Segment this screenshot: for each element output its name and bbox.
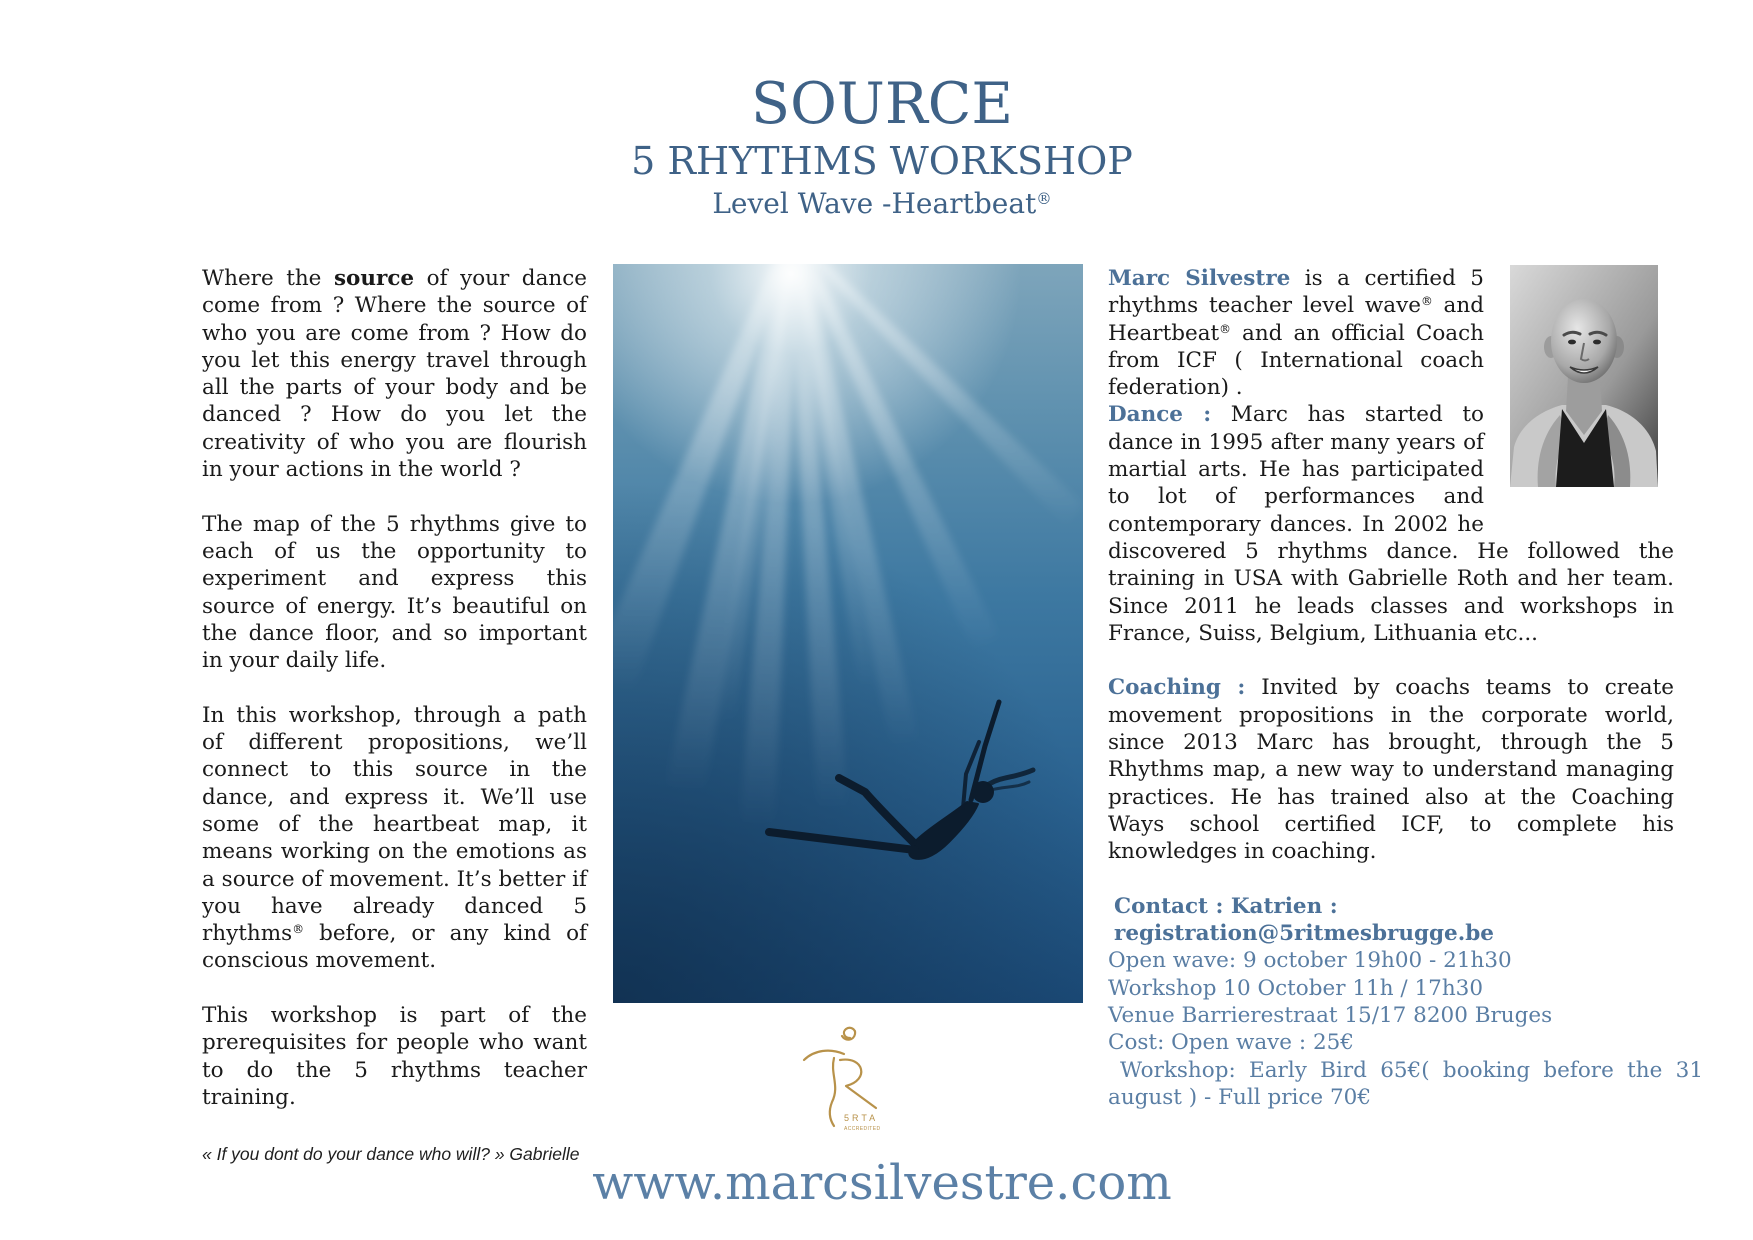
workshop-date: Workshop 10 October 11h / 17h30 [1108, 975, 1484, 1001]
registered-mark: ® [1420, 294, 1433, 309]
workshop-subtitle: 5 RHYTHMS WORKSHOP [631, 139, 1133, 183]
contact-info [1108, 893, 1703, 1111]
level-line [282, 187, 1482, 220]
intro-text-start: Where the [202, 266, 334, 291]
5rta-accredited-logo [800, 1022, 892, 1134]
teacher-portrait [1510, 265, 1658, 487]
surface-glow [613, 264, 1083, 1003]
contact-line [1108, 893, 1703, 948]
coaching-paragraph [1108, 674, 1674, 865]
bio-intro-text-c: and an official Coach from ICF ( International coach federation) . [1108, 320, 1484, 401]
teacher-bio [1108, 265, 1703, 1111]
dance-label: Dance : [1108, 402, 1212, 428]
open-wave-date: Open wave: 9 october 19h00 - 21h30 [1108, 948, 1512, 974]
contact-label: Contact : Katrien : [1114, 893, 1338, 919]
workshop-paragraph [202, 702, 587, 975]
logo-caption-text: ACCREDITED [844, 1126, 881, 1132]
right-eye [1593, 340, 1601, 345]
venue: Venue Barrierestraat 15/17 8200 Bruges [1108, 1003, 1553, 1029]
source-keyword: source [333, 266, 415, 291]
logo-r-stroke [840, 1060, 876, 1108]
logo-spiral [842, 1028, 855, 1040]
registered-mark: ® [1036, 189, 1052, 208]
bio-intro-text-a: is a certified 5 rhythms teacher level wave [1108, 266, 1484, 319]
page-title: SOURCE [751, 71, 1013, 137]
left-eye [1568, 340, 1576, 345]
cost-open-wave: Cost: Open wave : 25€ [1108, 1030, 1354, 1056]
logo-arm-arc [804, 1051, 844, 1060]
coaching-label: Coaching : [1108, 675, 1246, 701]
logo-body-stroke [830, 1058, 835, 1126]
gabrielle-quote: « If you dont do your dance who will? » Gabrielle [202, 1144, 580, 1164]
website-link[interactable]: www.marcsilvestre.com [592, 1155, 1172, 1211]
registered-mark: ® [292, 922, 304, 937]
prerequisite-paragraph: This workshop is part of the prerequisites for people who want to do the 5 rhythms teacher training. [202, 1003, 587, 1110]
logo-mark-text: 5RTA [844, 1113, 879, 1123]
contact-email-link[interactable]: registration@5ritmesbrugge.be [1114, 921, 1494, 947]
cost-workshop: Workshop: Early Bird 65€( booking before the 31 august ) - Full price 70€ [1108, 1057, 1703, 1110]
workshop-description [202, 265, 587, 1139]
workshop-text-start: In this workshop, through a path of different propositions, we’ll connect to this source in the dance, and express it. We’ll use some of the heartbeat map, it means working on the emotions as a source of movement. It’s better if you have already danced 5 rhythms [202, 702, 587, 947]
underwater-dancer-photo [613, 264, 1083, 1003]
teacher-name: Marc Silvestre [1108, 266, 1291, 291]
intro-text-end: of your dance come from ? Where the source of who you are come from ? How do you let this energy travel through all the parts of your body and be danced ? How do you let the creativity of who you are flourish in your actions in the world ? [202, 266, 587, 483]
map-paragraph: The map of the 5 rhythms give to each of us the opportunity to experiment and express this source of energy. It’s beautiful on the dance floor, and so important in your daily life. [202, 511, 587, 674]
coaching-text: Invited by coachs teams to create movement propositions in the corporate world, since 2013 Marc has brought, through the 5 Rhythms map, a new way to understand managing practices. He has trained also at the Coaching Ways school certified ICF, to complete his knowledges in coaching. [1108, 675, 1674, 865]
intro-paragraph [202, 265, 587, 483]
level-text: Level Wave -Heartbeat [712, 187, 1037, 220]
dance-text: Marc has started to dance in 1995 after many years of martial arts. He has participated to lot of performances and contemporary dances. In 2002 he discovered 5 rhythms dance. He followed the training in USA with Gabrielle Roth and her team. Since 2011 he leads classes and workshops in France, Suiss, Belgium, Lithuania etc... [1108, 402, 1674, 646]
registered-mark: ® [1219, 321, 1231, 336]
bio-intro-text-b: and Heartbeat [1108, 293, 1484, 346]
workshop-text-end: before, or any kind of conscious movement. [202, 921, 587, 974]
